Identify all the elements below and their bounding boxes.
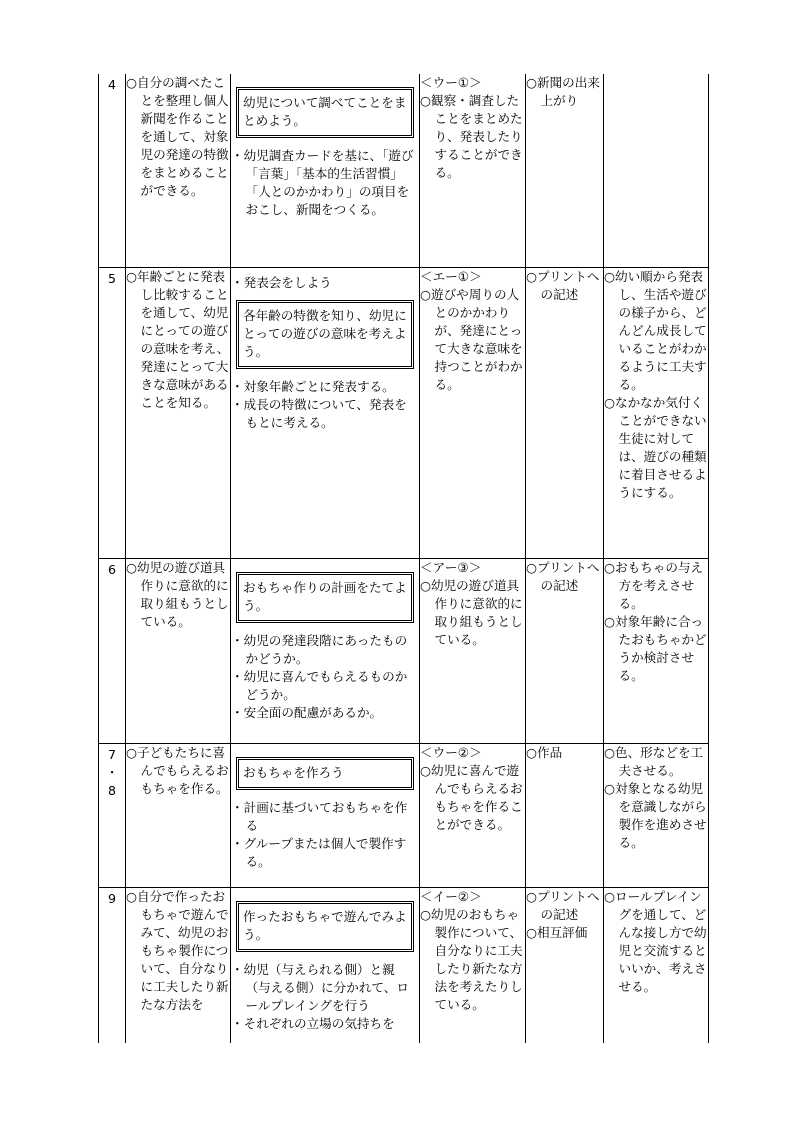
row-number: 4 [107,77,116,92]
activity-bullet: ・それぞれの立場の気持ちを [231,1015,395,1031]
table-row [99,887,709,1043]
activity-title-box: おもちゃを作ろう [236,757,414,790]
row-number: 7 [107,746,116,762]
row-number-cell [99,558,126,743]
activity-cell [231,267,420,558]
row-number: 9 [107,890,116,906]
learning-aim-cell [126,267,231,558]
activity-bullet: ・幼児（与えられる側）と親（与える側）に分かれて、ロールプレイングを行う [231,961,409,1013]
support-note: ○対象年齢に合ったおもちゃかどうか検討させる。 [604,613,707,683]
learning-aim: ○子どもたちに喜んでもらえるおもちゃを作る。 [126,744,229,796]
activity-title-box: 各年齢の特徴を知り、幼児にとっての遊びの意味を考えよう。 [236,300,414,369]
row-number: 8 [107,782,116,798]
support-note: ○おもちゃの与え方を考えさせる。 [604,559,704,611]
evaluation-method: ○プリントへの記述 [526,888,600,922]
support-note: ○色、形などを工夫させる。 [604,744,704,778]
evaluation-method: ○相互評価 [526,924,588,940]
support-note: ○対象となる幼児を意識しながら製作を進めさせる。 [604,780,707,850]
evaluation-method-cell [526,887,604,1043]
learning-aim: ○自分の調べたことを整理し個人新聞を作ることを通して、対象児の発達の特徴をまとめることができる。 [126,75,229,198]
criteria-header: ＜エー①＞ [420,268,482,284]
learning-aim-cell [126,74,231,267]
evaluation-method-cell [526,558,604,743]
activity-bullet: ・安全面の配慮があるか。 [231,704,383,720]
criteria-item: ○遊びや周りの人とのかかわりが、発達にとって大きな意味を持つことがわかる。 [420,286,523,392]
learning-aim-cell [126,887,231,1043]
support-note: ○幼い順から発表し、生活や遊びの様子から、どんどん成長していることがわかるように工夫する。 [604,268,707,392]
support-notes-cell [604,74,709,267]
support-notes-cell [604,743,709,887]
table-row [99,558,709,743]
table-row [99,743,709,887]
activity-title-box: 作ったおもちゃで遊んでみよう。 [236,901,414,952]
table-row [99,267,709,558]
activity-bullet: ・幼児の発達段階にあったものかどうか。 [231,632,408,666]
activity-bullet: ・成長の特徴について、発表をもとに考える。 [231,396,407,430]
criteria-header: ＜アー③＞ [420,559,482,575]
evaluation-criteria-cell [420,558,526,743]
activity-cell [231,887,420,1043]
criteria-header: ＜ウー②＞ [420,744,482,760]
support-notes-cell [604,887,709,1043]
activity-cell [231,558,420,743]
lesson-plan-table [98,74,709,1043]
activity-title-box: おもちゃ作りの計画をたてよう。 [236,572,414,623]
row-number-cell [99,743,126,887]
activity-cell [231,743,420,887]
criteria-item: ○幼児に喜んで遊んでもらえるおもちゃを作ることができる。 [420,762,523,832]
criteria-header: ＜ウー①＞ [420,75,482,90]
support-notes-cell [604,558,709,743]
evaluation-method: ○新聞の出来上がり [526,75,600,108]
row-number-cell [99,267,126,558]
activity-bullet: ・グループまたは個人で製作する。 [231,835,407,869]
activity-cell [231,74,420,267]
criteria-item: ○幼児のおもちゃ製作について、自分なりに工夫したり新たな方法を考えたりしている。 [420,906,523,1012]
learning-aim: ○自分で作ったおもちゃで遊んでみて、幼児のおもちゃ製作について、自分なりに工夫したり新たな方法を [126,888,229,1012]
activity-bullet: ・幼児に喜んでもらえるものかどうか。 [231,668,408,702]
evaluation-method: ○プリントへの記述 [526,268,600,302]
support-note: ○なかなか気付くことができない生徒に対しては、遊びの種類に着目させるようにする。 [604,394,707,500]
learning-aim: ○幼児の遊び道具作りに意欲的に取り組もうとしている。 [126,559,229,629]
evaluation-method: ○プリントへの記述 [526,559,600,593]
row-number: ・ [105,764,119,780]
learning-aim-cell [126,558,231,743]
activity-bullet: ・計画に基づいておもちゃを作る [231,799,408,833]
learning-aim: ○年齢ごとに発表し比較することを通して、幼児にとっての遊びの意味を考え、発達にとって大きな意味があることを知る。 [126,268,230,410]
row-number-cell [99,887,126,1043]
table-row [99,74,709,267]
row-number-cell [99,74,126,267]
evaluation-method-cell [526,743,604,887]
learning-aim-cell [126,743,231,887]
activity-heading: ・発表会をしよう [231,274,332,290]
evaluation-criteria-cell [420,887,526,1043]
evaluation-criteria-cell [420,743,526,887]
support-note: ○ロールプレイングを通して、どんな接し方で幼児と交流するといいか、考えさせる。 [604,888,707,994]
row-number: 6 [107,561,116,577]
criteria-item: ○観察・調査したことをまとめたり、発表したりすることができる。 [420,93,523,180]
activity-title-box: 幼児について調べてことをまとめよう。 [236,87,414,138]
activity-bullet: ・対象年齢ごとに発表する。 [231,378,395,394]
row-number: 5 [107,270,116,286]
evaluation-method-cell [526,267,604,558]
criteria-item: ○幼児の遊び道具作りに意欲的に取り組もうとしている。 [420,577,523,647]
evaluation-criteria-cell [420,74,526,267]
evaluation-criteria-cell [420,267,526,558]
support-notes-cell [604,267,709,558]
evaluation-method-cell [526,74,604,267]
activity-bullet: ・幼児調査カードを基に、「遊び「言葉」「基本的生活習慣」「人とのかかわり」の項目をおこし、新聞をつくる。 [231,148,414,217]
evaluation-method: ○作品 [526,744,563,760]
criteria-header: ＜イー②＞ [420,888,482,904]
